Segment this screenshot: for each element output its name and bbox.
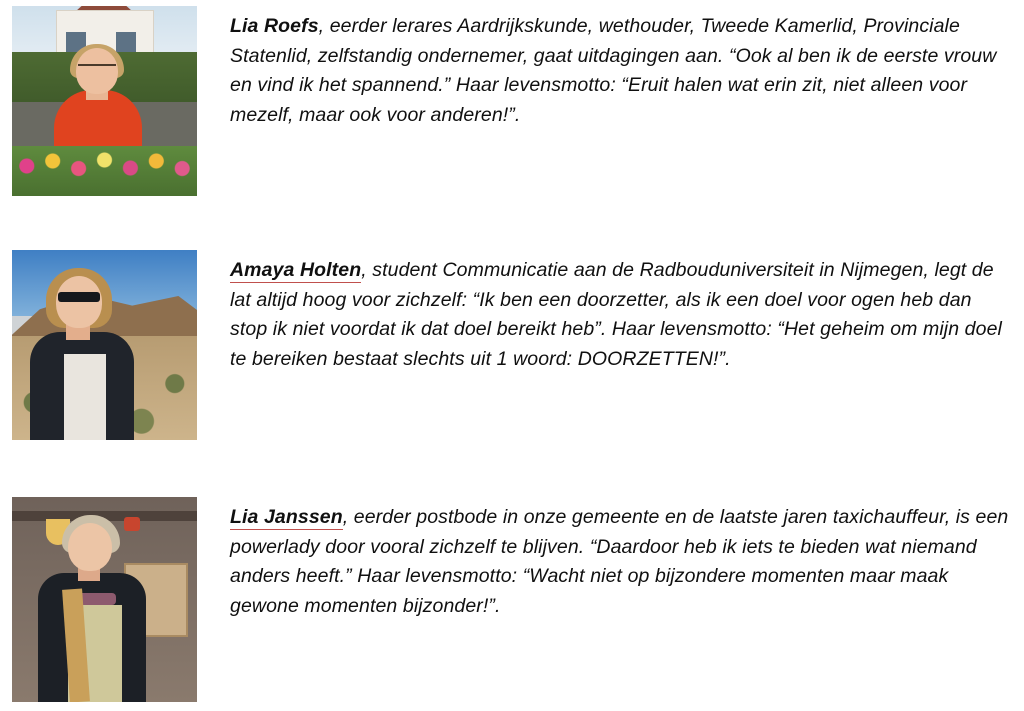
person-description: , eerder postbode in onze gemeente en de laatste jaren taxichauffeur, is een powerlady door vooral zichzelf te blijven. “Daardoor heb ik iets te bieden wat niemand anders heeft.” Haar levensmotto: “Wacht niet op bijzondere momenten maar maak gewone momenten bijzonder!”. <box>230 506 1009 617</box>
profile-text-amaya-holten <box>230 250 1012 375</box>
photo-person-shirt <box>64 354 106 440</box>
portrait-photo-amaya-holten <box>12 250 197 440</box>
photo-person-head <box>68 523 112 571</box>
glasses-icon <box>78 64 116 74</box>
profile-text-lia-roefs <box>230 6 1010 131</box>
person-description: , eerder lerares Aardrijkskunde, wethouder, Tweede Kamerlid, Provinciale Statenlid, zelfstandig ondernemer, gaat uitdagingen aan. “Ook al ben ik de eerste vrouw en vind ik het spannend.” Haar levensmotto: “Eruit halen wat erin zit, niet alleen voor mezelf, maar ook voor anderen!”. <box>230 15 997 126</box>
photo-lamp-secondary <box>124 517 140 531</box>
sunglasses-icon <box>58 292 100 302</box>
person-description: , student Communicatie aan de Radbouduniversiteit in Nijmegen, legt de lat altijd hoog voor zichzelf: “Ik ben een doorzetter, als ik een doel voor ogen heb dan stop ik niet voordat ik dat doel bereikt heb”. Haar levensmotto: “Het geheim om mijn doel te bereiken bestaat slechts uit 1 woord: DOORZETTEN!”. <box>230 259 1002 370</box>
photo-tulips <box>12 146 197 196</box>
profile-entry-lia-roefs <box>12 6 1012 196</box>
profile-entry-lia-janssen <box>12 497 1012 702</box>
person-name: Amaya Holten <box>230 259 362 281</box>
profile-text-lia-janssen <box>230 497 1012 622</box>
profile-entry-amaya-holten <box>12 250 1012 440</box>
portrait-photo-lia-janssen <box>12 497 197 702</box>
person-name: Lia Janssen <box>230 506 343 528</box>
portrait-photo-lia-roefs <box>12 6 197 196</box>
person-name: Lia Roefs <box>230 15 319 37</box>
photo-person-head <box>56 276 102 328</box>
